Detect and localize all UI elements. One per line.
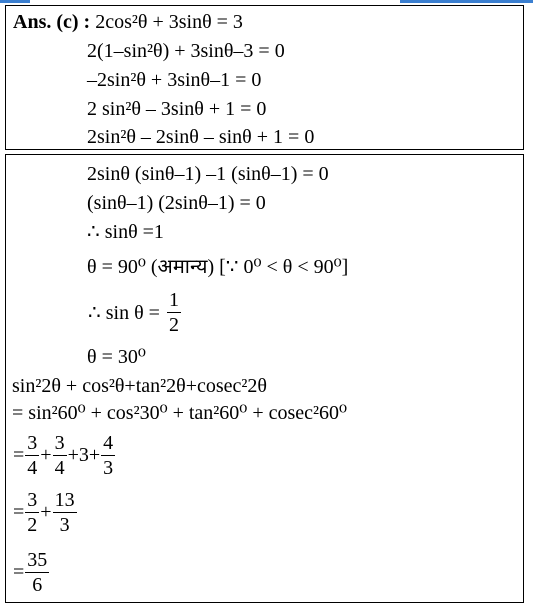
fraction-three-fourths-b [53,431,67,480]
fraction-denominator: 2 [168,314,179,336]
fraction-numerator: 1 [168,289,179,311]
plus-sign: + [40,444,52,466]
equation-3: –2sin²θ + 3sinθ–1 = 0 [87,69,262,91]
fraction-three-fourths-a [25,431,39,480]
equation-11: θ = 30⁰ [87,346,146,368]
equation-4: 2 sin²θ – 3sinθ + 1 = 0 [87,98,267,120]
equation-1: 2cos²θ + 3sinθ = 3 [95,11,243,33]
fraction-denominator: 3 [59,514,70,536]
equals-sign: = [13,501,25,523]
equation-8: ∴ sinθ =1 [87,221,164,243]
fraction-four-thirds [101,431,115,480]
equation-9: θ = 90⁰ (अमान्य) [∵ 0⁰ < θ < 90⁰] [87,256,349,278]
fraction-thirteen-thirds [53,488,77,537]
fraction-three-halves [25,488,39,537]
equation-13: = sin²60⁰ + cos²30⁰ + tan²60⁰ + cosec²60⁰ [12,402,348,424]
equation-10 [87,288,181,337]
fraction-denominator: 2 [27,514,38,536]
fraction-denominator: 4 [27,457,38,479]
answer-label: Ans. (c) : [13,11,91,33]
equals-sign: = [13,561,25,583]
top-accent-segment-right [400,0,533,3]
fraction-one-half [167,288,181,337]
equation-5: 2sin²θ – 2sinθ – sinθ + 1 = 0 [87,126,315,148]
sin-theta-prefix: ∴ sin θ = [88,302,160,324]
equation-14 [12,431,115,480]
equation-16 [12,548,49,597]
fraction-denominator: 4 [54,457,65,479]
equation-7: (sinθ–1) (2sinθ–1) = 0 [87,192,266,214]
fraction-numerator: 3 [27,489,38,511]
equation-12: sin²2θ + cos²θ+tan²2θ+cosec²2θ [12,375,267,397]
plus-sign: + [40,501,52,523]
equals-sign: = [13,444,25,466]
fraction-denominator: 3 [103,457,114,479]
fraction-numerator: 35 [27,549,48,571]
answer-box-top [5,5,524,150]
fraction-numerator: 3 [54,432,65,454]
equation-2: 2(1–sin²θ) + 3sinθ–3 = 0 [87,40,285,62]
fraction-final-answer [25,548,49,597]
plus-three-plus: +3+ [67,444,101,466]
fraction-numerator: 3 [27,432,38,454]
fraction-numerator: 13 [54,489,75,511]
answer-box-bottom [5,154,524,603]
answer-first-line [13,11,243,33]
fraction-denominator: 6 [32,574,43,596]
equation-6: 2sinθ (sinθ–1) –1 (sinθ–1) = 0 [87,163,329,185]
fraction-numerator: 4 [103,432,114,454]
equation-15 [12,488,77,537]
top-accent-segment-left [0,0,30,3]
